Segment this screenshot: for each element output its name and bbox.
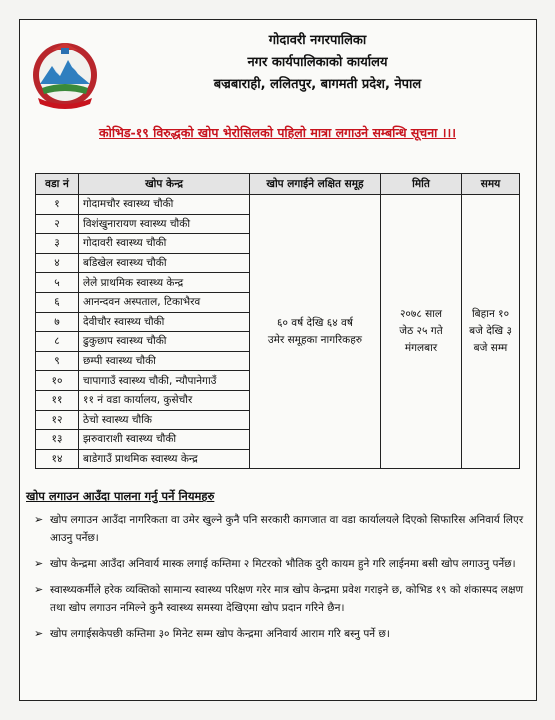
rules-list: [26, 511, 525, 651]
vaccine-center-name: गोदावरी स्वास्थ्य चौकी: [79, 234, 250, 254]
vaccination-schedule-table: [35, 173, 520, 469]
ward-number: ८: [36, 332, 79, 352]
col-time: समय: [462, 174, 520, 195]
ward-number: १३: [36, 430, 79, 450]
notice-title: कोभिड-१९ विरुद्धको खोप भेरोसिलको पहिलो मात्रा लगाउने सम्बन्धि सूचना ।।।: [99, 125, 456, 140]
ward-number: १: [36, 195, 79, 215]
rule-text: खोप केन्द्रमा आउँदा अनिवार्य मास्क लगाई कम्तिमा २ मिटरको भौतिक दुरी कायम हुने गरि लाईनमा बसी खोप लगाउनु पर्नेछ।: [50, 558, 516, 570]
date-cell-line: मंगलबार: [404, 342, 438, 355]
vaccine-center-name: चापागाउँ स्वास्थ्य चौकी, न्यौपानेगाउँ: [79, 371, 250, 391]
ward-number: ७: [36, 312, 79, 332]
time-cell-line: बजे देखि ३: [469, 325, 512, 338]
vaccine-center-name: आनन्दवन अस्पताल, टिकाभैरव: [79, 292, 250, 312]
vaccine-center-name: छम्पी स्वास्थ्य चौकी: [79, 351, 250, 371]
office-name: नगर कार्यपालिकाको कार्यालय: [247, 55, 388, 70]
rule-item: [26, 625, 525, 643]
office-address: बज्रबाराही, ललितपुर, बागमती प्रदेश, नेपाल: [213, 77, 422, 92]
time-cell: [462, 195, 520, 469]
target-group-cell: [250, 195, 381, 469]
nepal-emblem-icon: [30, 40, 100, 110]
ward-number: २: [36, 214, 79, 234]
rule-item: [26, 581, 525, 617]
ward-number: ६: [36, 292, 79, 312]
ward-number: ३: [36, 234, 79, 254]
rules-title: खोप लगाउन आउँदा पालना गर्नु पर्ने नियमहरु: [26, 489, 215, 503]
vaccine-center-name: ११ नं वडा कार्यालय, कुसेचौर: [79, 390, 250, 410]
rule-text: खोप लगाईसकेपछी कम्तिमा ३० मिनेट सम्म खोप केन्द्रमा अनिवार्य आराम गरि बस्नु पर्ने छ।: [50, 628, 390, 640]
municipality-name: गोदावरी नगरपालिका: [268, 33, 367, 48]
vaccine-center-name: गोदामचौर स्वास्थ्य चौकी: [79, 195, 250, 215]
arrow-bullet-icon: ➢: [34, 627, 44, 640]
table-header-row: [36, 174, 520, 195]
table-row: [36, 195, 520, 215]
rule-item: [26, 555, 525, 573]
date-cell-line: २०७८ साल: [399, 308, 443, 321]
vaccine-center-name: विशंखुनारायण स्वास्थ्य चौकी: [79, 214, 250, 234]
ward-number: १०: [36, 371, 79, 391]
ward-number: ४: [36, 253, 79, 273]
ward-number: ९: [36, 351, 79, 371]
date-cell-line: जेठ २५ गते: [399, 325, 443, 338]
ward-number: १२: [36, 410, 79, 430]
arrow-bullet-icon: ➢: [34, 513, 44, 526]
vaccine-center-name: ठेचो स्वास्थ्य चौकि: [79, 410, 250, 430]
arrow-bullet-icon: ➢: [34, 557, 44, 570]
ward-number: १४: [36, 449, 79, 469]
date-cell: [381, 195, 462, 469]
col-date: मिति: [381, 174, 462, 195]
vaccine-center-name: लेले प्राथमिक स्वास्थ्य केन्द्र: [79, 273, 250, 293]
col-target-group: खोप लगाईने लक्षित समूह: [250, 174, 381, 195]
vaccine-center-name: देवीचौर स्वास्थ्य चौकी: [79, 312, 250, 332]
rule-text: खोप लगाउन आउँदा नागरिकता वा उमेर खुल्ने कुनै पनि सरकारी कागजात वा वडा कार्यालयले दिएको सिफारिस अनिवार्य लिएर आउनु पर्नेछ।: [50, 514, 524, 544]
ward-number: ११: [36, 390, 79, 410]
arrow-bullet-icon: ➢: [34, 583, 44, 596]
vaccine-center-name: बडिखेल स्वास्थ्य चौकी: [79, 253, 250, 273]
col-vaccine-center: खोप केन्द्र: [79, 174, 250, 195]
target-group-cell-line: ६० वर्ष देखि ६४ वर्ष: [277, 316, 353, 329]
vaccine-center-name: ढुकुछाप स्वास्थ्य चौकी: [79, 332, 250, 352]
time-cell-line: बजे सम्म: [473, 342, 508, 355]
target-group-cell-line: उमेर समूहका नागरिकहरु: [267, 333, 363, 346]
vaccine-center-name: झरुवाराशी स्वास्थ्य चौकी: [79, 430, 250, 450]
rule-text: स्वास्थ्यकर्मीले हरेक व्यक्तिको सामान्य स्वास्थ्य परिक्षण गरेर मात्र खोप केन्द्रमा प्रवेश गराइने छ, कोभिड १९ को शंकास्पद लक्षण तथा खोप लगाउन नमिल्ने कुनै स्वास्थ्य समस्या देखिएमा खोप प्रदान गरिने छैन।: [50, 584, 524, 614]
ward-number: ५: [36, 273, 79, 293]
time-cell-line: बिहान १०: [471, 308, 510, 321]
col-ward-no: वडा नं: [36, 174, 79, 195]
rule-item: [26, 511, 525, 547]
office-header: [100, 30, 535, 96]
vaccine-center-name: बाडेगाउँ प्राथमिक स्वास्थ्य केन्द्र: [79, 449, 250, 469]
